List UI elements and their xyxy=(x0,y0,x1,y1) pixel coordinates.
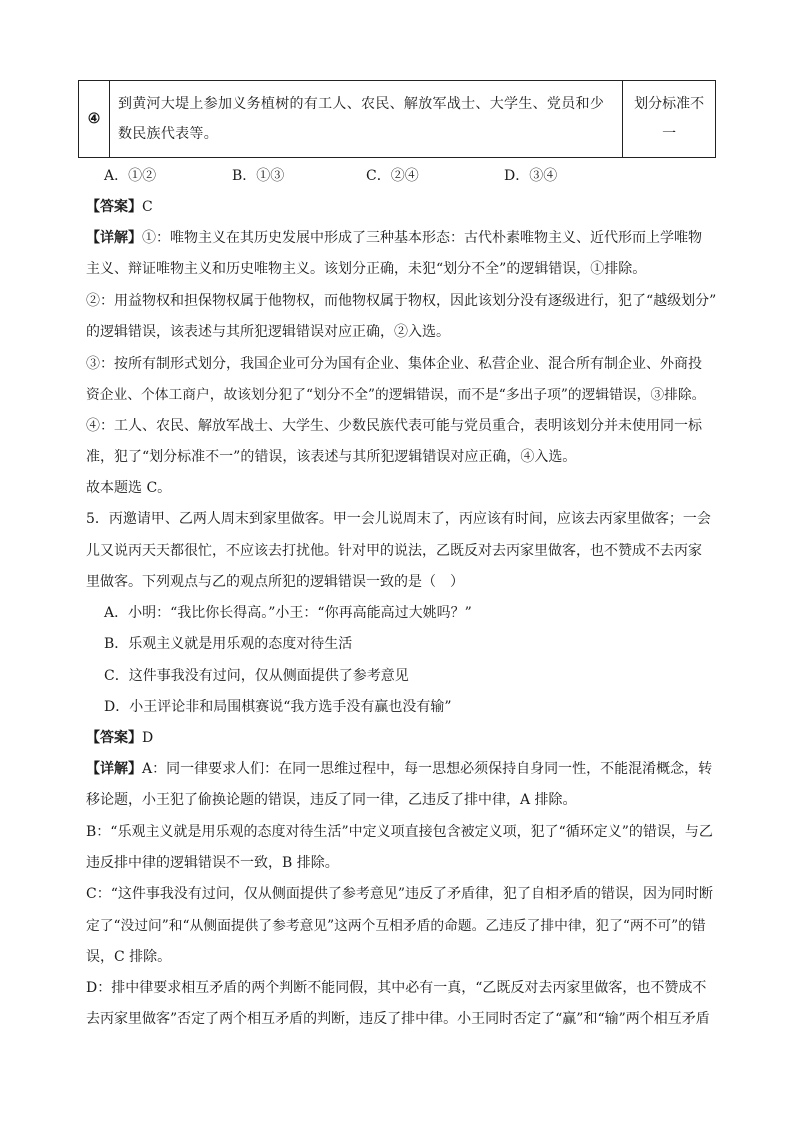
q4-choice-a: A．①② xyxy=(104,168,157,184)
q5-detail-line-2: 移论题，小王犯了偷换论题的错误，违反了同一律，乙违反了排中律，A 排除。 xyxy=(86,792,577,808)
detail-text: A：同一律要求人们：在同一思维过程中，每一思想必须保持自身同一性，不能混淆概念，转 xyxy=(142,761,713,777)
q5-option-c: C．这件事我没有过问，仅从侧面提供了参考意见 xyxy=(104,668,409,684)
table-row xyxy=(79,81,716,158)
detail-tag: 【详解】 xyxy=(86,230,142,246)
answer-tag: 【答案】 xyxy=(86,199,142,215)
q5-stem-line-2: 儿又说丙天天都很忙，不应该去打扰他。针对甲的说法，乙既反对去丙家里做客，也不赞成不去丙家 xyxy=(86,543,702,559)
q5-stem-line-1: 5．丙邀请甲、乙两人周末到家里做客。甲一会儿说周末了，丙应该有时间，应该去丙家里做客；一会 xyxy=(86,511,711,527)
answer-value: D xyxy=(142,730,154,746)
q4-detail-line-2: 主义、辩证唯物主义和历史唯物主义。该划分正确，未犯“划分不全”的逻辑错误，①排除。 xyxy=(86,261,647,277)
detail-tag: 【详解】 xyxy=(86,761,142,777)
q4-detail-line-7: ④：工人、农民、解放军战士、大学生、少数民族代表可能与党员重合，表明该划分并未使用同一标 xyxy=(86,418,702,434)
q4-detail-line-8: 准，犯了“划分标准不一”的错误，该表述与其所犯逻辑错误对应正确，④入选。 xyxy=(86,449,577,465)
q4-detail-line-5: ③：按所有制形式划分，我国企业可分为国有企业、集体企业、私营企业、混合所有制企业、外商投 xyxy=(86,356,702,372)
q4-choice-b: B．①③ xyxy=(232,168,285,184)
q5-detail-line-9: 去丙家里做客”否定了两个相互矛盾的判断，违反了排中律。小王同时否定了“赢”和“输”两个相互矛盾 xyxy=(86,1011,710,1027)
q5-detail-line-7: 误，C 排除。 xyxy=(86,949,172,965)
q5-option-b: B．乐观主义就是用乐观的态度对待生活 xyxy=(104,636,353,652)
q5-detail-line-4: 违反排中律的逻辑错误不一致，B 排除。 xyxy=(86,855,339,871)
detail-text: ①：唯物主义在其历史发展中形成了三种基本形态：古代朴素唯物主义、近代形而上学唯物 xyxy=(142,230,702,246)
q4-choice-d: D．③④ xyxy=(504,168,558,184)
q5-option-a: A．小明：“我比你长得高。”小王：“你再高能高过大姚吗？” xyxy=(104,605,472,621)
option-table xyxy=(78,80,716,158)
row-classification: 划分标准不一 xyxy=(623,81,716,158)
q4-detail-line-3: ②：用益物权和担保物权属于他物权，而他物权属于物权，因此该划分没有逐级进行，犯了“越级划分” xyxy=(86,293,717,309)
q5-detail-line-1 xyxy=(86,759,712,779)
q4-detail-line-1 xyxy=(86,228,702,248)
row-text: 到黄河大堤上参加义务植树的有工人、农民、解放军战士、大学生、党员和少数民族代表等。 xyxy=(109,81,622,158)
q4-choices xyxy=(104,166,557,186)
q5-stem-line-3: 里做客。下列观点与乙的观点所犯的逻辑错误一致的是（ ） xyxy=(86,574,464,590)
q5-answer xyxy=(86,728,153,748)
q4-detail-line-4: 的逻辑错误，该表述与其所犯逻辑错误对应正确，②入选。 xyxy=(86,324,450,340)
answer-value: C xyxy=(142,199,153,215)
q4-detail-line-6: 资企业、个体工商户，故该划分犯了“划分不全”的逻辑错误，而不是“多出子项”的逻辑错误，③排除。 xyxy=(86,387,706,403)
q5-detail-line-5: C：“这件事我没有过问，仅从侧面提供了参考意见”违反了矛盾律，犯了自相矛盾的错误，因为同时断 xyxy=(86,886,714,902)
q5-detail-line-8: D：排中律要求相互矛盾的两个判断不能同假，其中必有一真，“乙既反对去丙家里做客，也不赞成不 xyxy=(86,980,707,996)
q5-detail-line-3: B：“乐观主义就是用乐观的态度对待生活”中定义项直接包含被定义项，犯了“循环定义”的错误，与乙 xyxy=(86,824,713,840)
q5-option-d: D．小王评论非和局围棋赛说“我方选手没有赢也没有输” xyxy=(104,699,452,715)
row-number: ④ xyxy=(79,81,110,158)
q4-answer xyxy=(86,197,153,217)
q4-choice-c: C．②④ xyxy=(366,168,419,184)
q4-conclusion: 故本题选 C。 xyxy=(86,480,172,496)
q5-detail-line-6: 定了“没过问”和“从侧面提供了参考意见”这两个互相矛盾的命题。乙违反了排中律，犯了“两不可”的错 xyxy=(86,918,706,934)
answer-tag: 【答案】 xyxy=(86,730,142,746)
